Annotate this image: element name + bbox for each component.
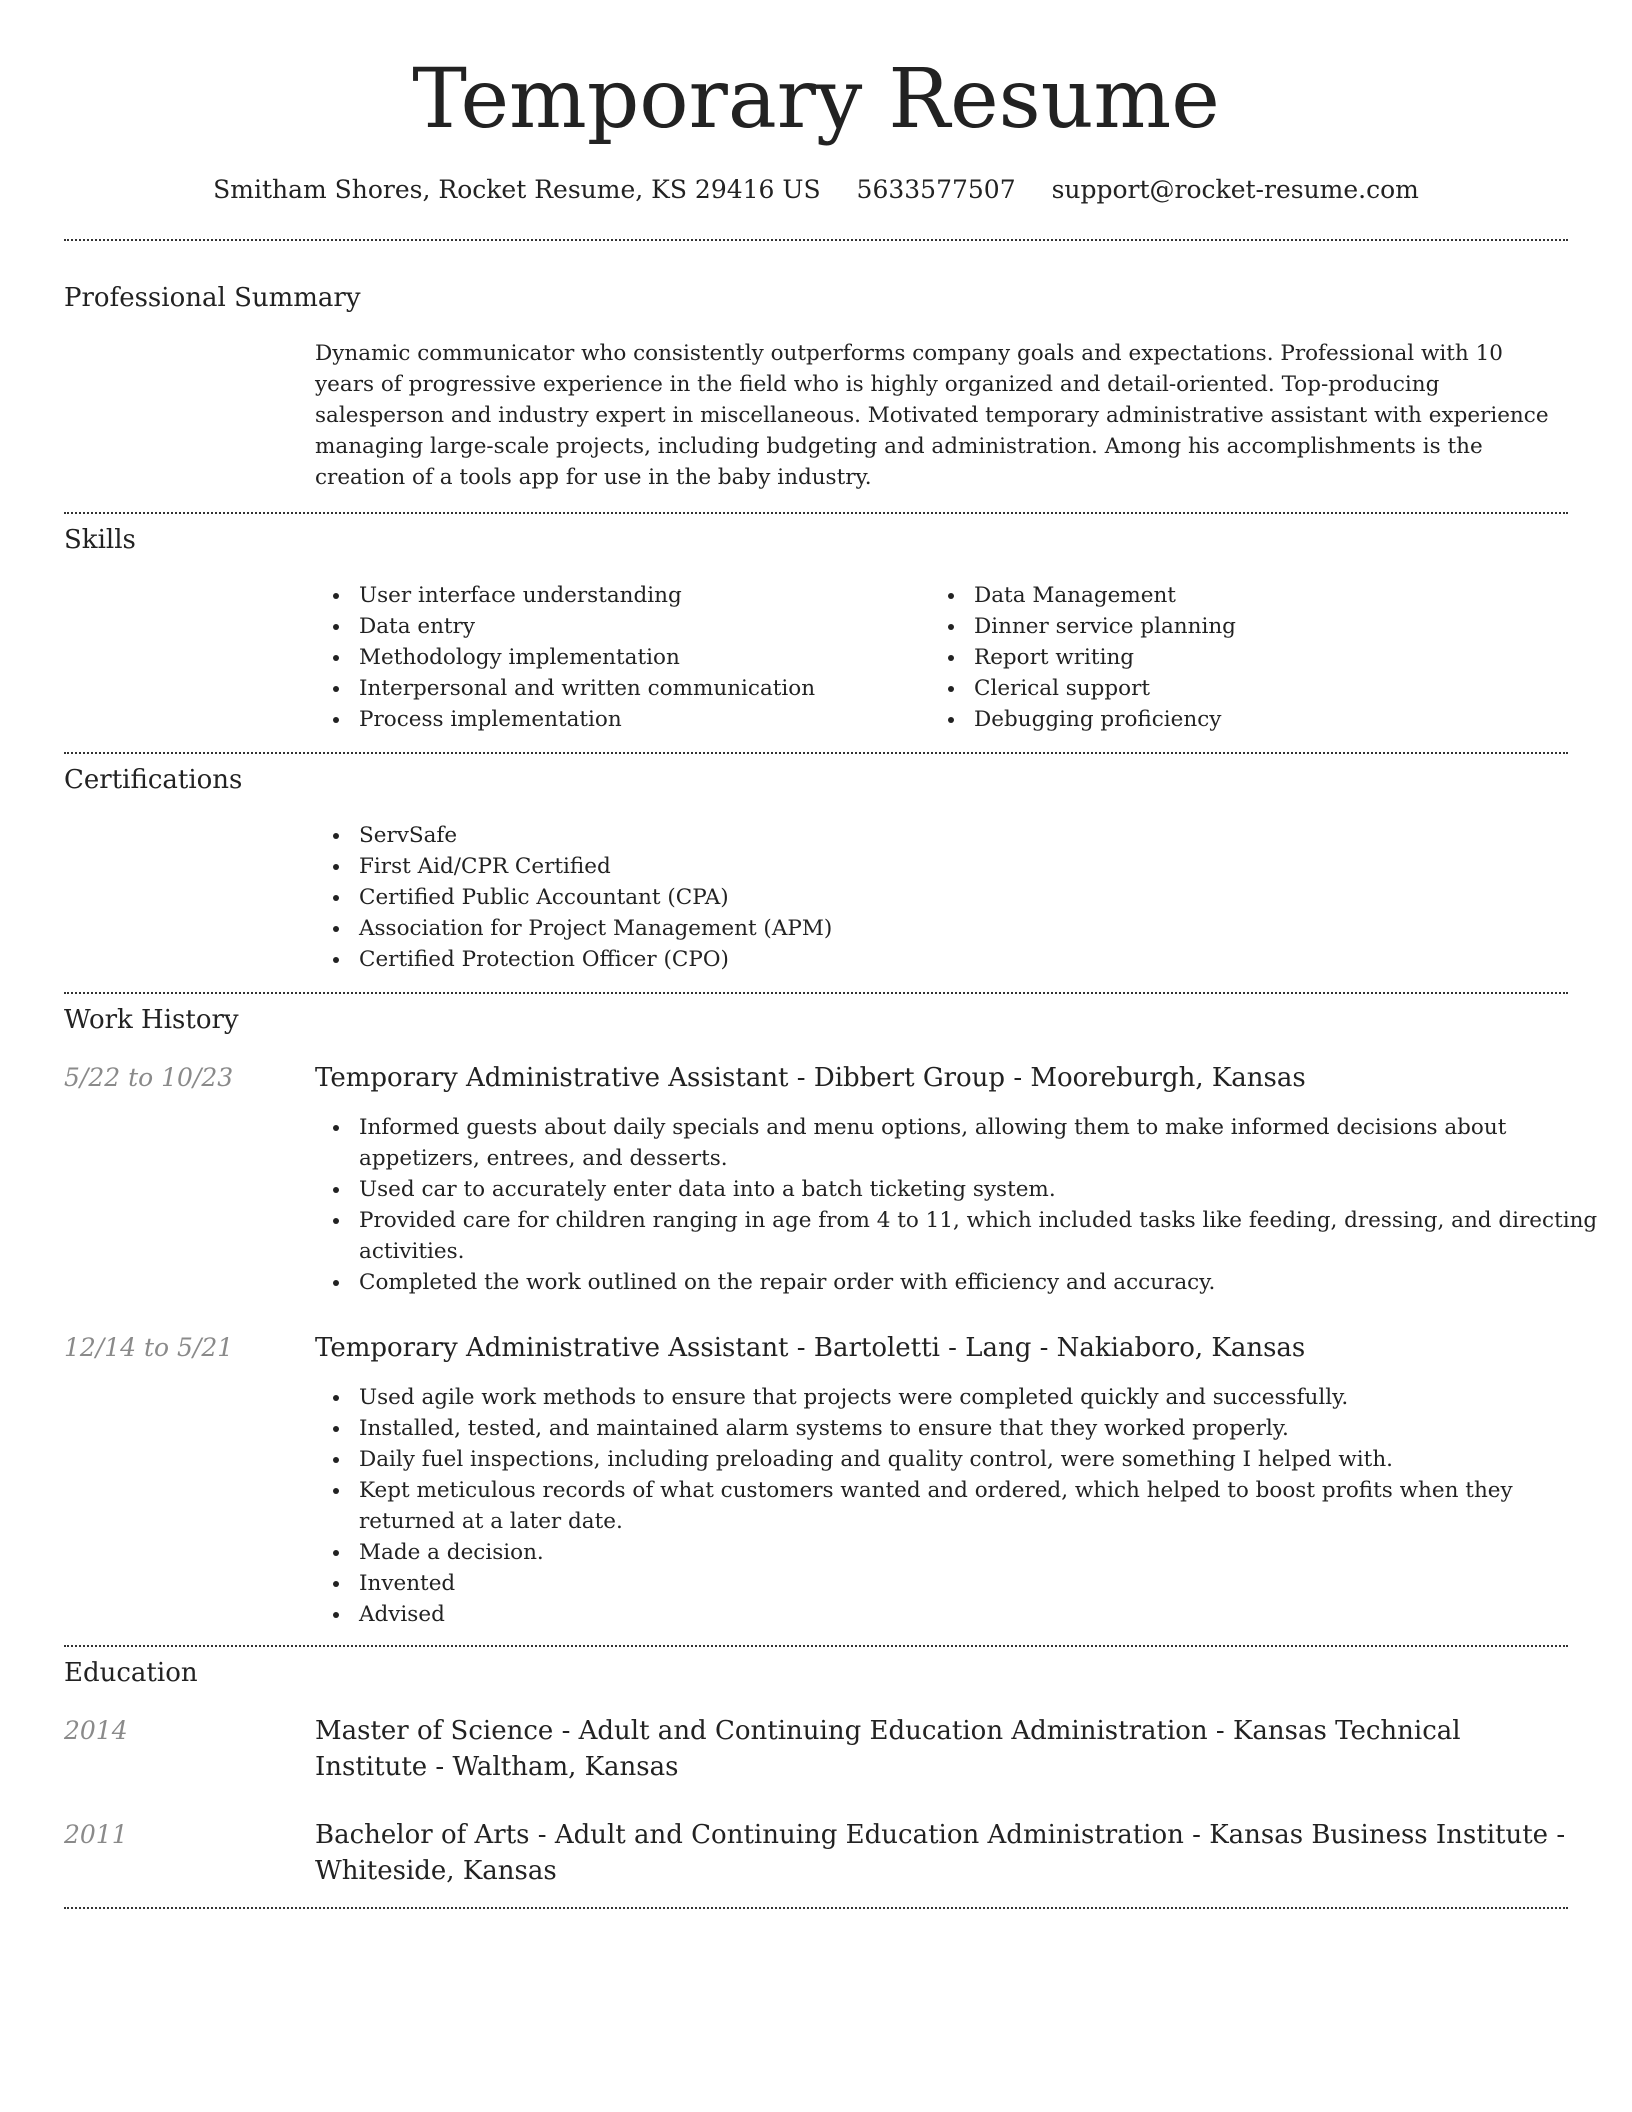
skill-item: Data entry (359, 611, 919, 642)
certifications-heading: Certifications (64, 765, 243, 795)
skill-item: Data Management (974, 580, 1574, 611)
job-bullet: Made a decision. (359, 1537, 1609, 1568)
job-bullet: Provided care for children ranging in age from 4 to 11, which included tasks like feeding, dressing, and directing activities. (359, 1205, 1609, 1267)
job-bullet: Used agile work methods to ensure that projects were completed quickly and successfully. (359, 1382, 1609, 1413)
job-bullet: Invented (359, 1568, 1609, 1599)
job-bullet: Informed guests about daily specials and menu options, allowing them to make informed decisions about appetizers, entrees, and desserts. (359, 1112, 1609, 1174)
section-divider (64, 1907, 1568, 1909)
job-separator: - (788, 1063, 814, 1093)
section-divider (64, 1645, 1568, 1647)
education-degree: Master of Science - Adult and Continuing Education Administration (315, 1716, 1208, 1746)
education-year: 2011 (64, 1820, 128, 1849)
section-divider (64, 512, 1568, 514)
job-company: Dibbert Group - Mooreburgh, Kansas (813, 1063, 1306, 1093)
contact-line (0, 170, 1632, 210)
skills-list-right (930, 580, 1574, 735)
job-bullets (315, 1382, 1609, 1630)
education-school: Kansas Business Institute - Whiteside, Kansas (315, 1820, 1566, 1886)
certification-item: First Aid/CPR Certified (359, 851, 1568, 882)
contact-email: support@rocket-resume.com (1051, 175, 1419, 204)
skill-item: Debugging proficiency (974, 704, 1574, 735)
skill-item: Dinner service planning (974, 611, 1574, 642)
job-separator: - (788, 1333, 814, 1363)
education-year: 2014 (64, 1716, 128, 1745)
certifications-list (315, 820, 1568, 975)
job-dates: 12/14 to 5/21 (64, 1333, 234, 1362)
job-bullet: Completed the work outlined on the repair order with efficiency and accuracy. (359, 1267, 1609, 1298)
job-title-line (315, 1330, 1568, 1366)
work-heading: Work History (64, 1005, 239, 1035)
job-bullets (315, 1112, 1609, 1298)
section-divider (64, 239, 1568, 241)
skills-list-left (315, 580, 919, 735)
summary-text: Dynamic communicator who consistently outperforms company goals and expectations. Professional with 10 years of progressive experience in the field who is highly organized and detail-oriented. Top-producing salesperson and industry expert in miscellaneous. Motivated temporary administrative assistant with experience managing large-scale projects, including budgeting and administration. Among his accomplishments is the creation of a tools app for use in the baby industry. (315, 341, 1549, 490)
contact-phone: 5633577507 (856, 175, 1016, 204)
certification-item: Certified Public Accountant (CPA) (359, 882, 1568, 913)
skill-item: User interface understanding (359, 580, 919, 611)
education-entry (315, 1817, 1568, 1889)
skill-item: Process implementation (359, 704, 919, 735)
job-bullet: Daily fuel inspections, including preloading and quality control, were something I helped with. (359, 1444, 1609, 1475)
job-company: Bartoletti - Lang - Nakiaboro, Kansas (813, 1333, 1306, 1363)
education-heading: Education (64, 1658, 198, 1688)
job-bullet: Used car to accurately enter data into a batch ticketing system. (359, 1174, 1609, 1205)
certification-item: Association for Project Management (APM) (359, 913, 1568, 944)
job-role: Temporary Administrative Assistant (315, 1063, 789, 1093)
certification-item: Certified Protection Officer (CPO) (359, 944, 1568, 975)
job-title-line (315, 1060, 1568, 1096)
education-degree: Bachelor of Arts - Adult and Continuing Education Administration (315, 1820, 1184, 1850)
section-divider (64, 752, 1568, 754)
section-divider (64, 992, 1568, 994)
job-bullet: Advised (359, 1599, 1609, 1630)
contact-address: Smitham Shores, Rocket Resume, KS 29416 US (213, 175, 821, 204)
job-dates: 5/22 to 10/23 (64, 1063, 234, 1092)
job-bullet: Kept meticulous records of what customers wanted and ordered, which helped to boost profits when they returned at a later date. (359, 1475, 1609, 1537)
education-separator: - (1183, 1820, 1210, 1850)
skills-heading: Skills (64, 525, 136, 555)
certification-item: ServSafe (359, 820, 1568, 851)
education-entry (315, 1713, 1568, 1785)
education-school: Kansas Technical Institute - Waltham, Kansas (315, 1716, 1461, 1782)
summary-heading: Professional Summary (64, 283, 361, 313)
skill-item: Methodology implementation (359, 642, 919, 673)
skill-item: Report writing (974, 642, 1574, 673)
skill-item: Clerical support (974, 673, 1574, 704)
skill-item: Interpersonal and written communication (359, 673, 919, 704)
education-separator: - (1207, 1716, 1233, 1746)
job-role: Temporary Administrative Assistant (315, 1333, 789, 1363)
resume-name: Temporary Resume (412, 52, 1220, 147)
job-bullet: Installed, tested, and maintained alarm systems to ensure that they worked properly. (359, 1413, 1609, 1444)
